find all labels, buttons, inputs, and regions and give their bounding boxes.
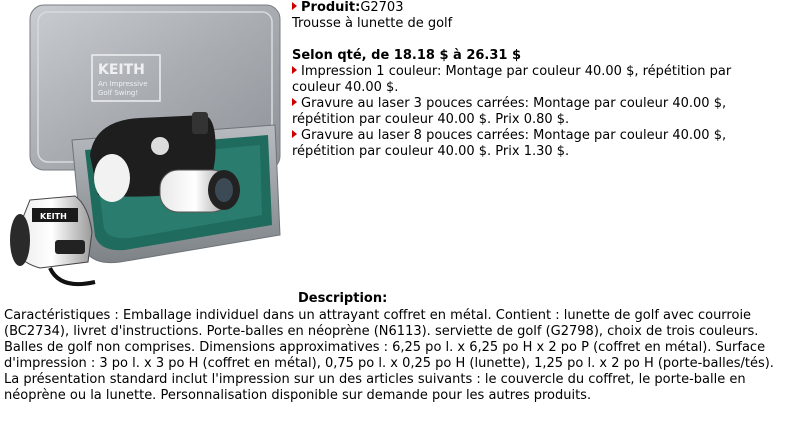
- front-scope: [10, 196, 95, 284]
- product-code: G2703: [360, 0, 404, 15]
- svg-text:An Impressive: An Impressive: [98, 80, 148, 88]
- tray-scope: [160, 170, 240, 212]
- bullet-arrow-icon: [292, 130, 297, 138]
- svg-text:Golf Swing!: Golf Swing!: [98, 89, 139, 97]
- option-list: [292, 64, 790, 160]
- product-photo: [0, 0, 290, 290]
- svg-text:KEITH: KEITH: [40, 212, 67, 221]
- bullet-arrow-icon: [292, 66, 297, 74]
- option-item: Gravure au laser 3 pouces carrées: Montage par couleur 40.00 $, répétition par couleur 40.00 $. Prix 0.80 $.: [292, 96, 727, 127]
- price-range: Selon qté, de 18.18 $ à 26.31 $: [292, 48, 522, 63]
- product-code-line: [292, 0, 790, 16]
- option-item: Impression 1 couleur: Montage par couleur 40.00 $, répétition par couleur 40.00 $.: [292, 64, 732, 95]
- product-name: Trousse à lunette de golf: [292, 16, 453, 31]
- description-title: Description:: [298, 291, 388, 306]
- product-label: Produit:: [301, 0, 361, 15]
- bullet-arrow-icon: [292, 98, 297, 106]
- description-text: Caractéristiques : Emballage individuel dans un attrayant coffret en métal. Contient : lunette de golf avec courroie (BC2734), livret d'instructions. Porte-balles en néoprène (N6113). serviette de golf (G2798), choix de trois couleurs. Balles de golf non comprises. Dimensions approximatives : 6,25 po l. x 6,25 po H x 2 po P (coffret en métal). Surface d'impression : 3 po l. x 3 po H (coffret en métal), 0,75 po l. x 0,25 po H (lunette), 1,25 po l. x 2 po H (porte-balles/tés). La présentation standard inclut l'impression sur un des articles suivants : le couvercle du coffret, le porte-balle en néoprène ou la lunette. Personnalisation disponible sur demande pour les autres produits.: [4, 308, 774, 403]
- bullet-arrow-icon: [292, 2, 297, 10]
- product-info: [292, 0, 790, 160]
- option-item: Gravure au laser 8 pouces carrées: Montage par couleur 40.00 $, répétition par couleur 40.00 $. Prix 1.30 $.: [292, 128, 727, 159]
- svg-text:KEITH: KEITH: [98, 62, 145, 78]
